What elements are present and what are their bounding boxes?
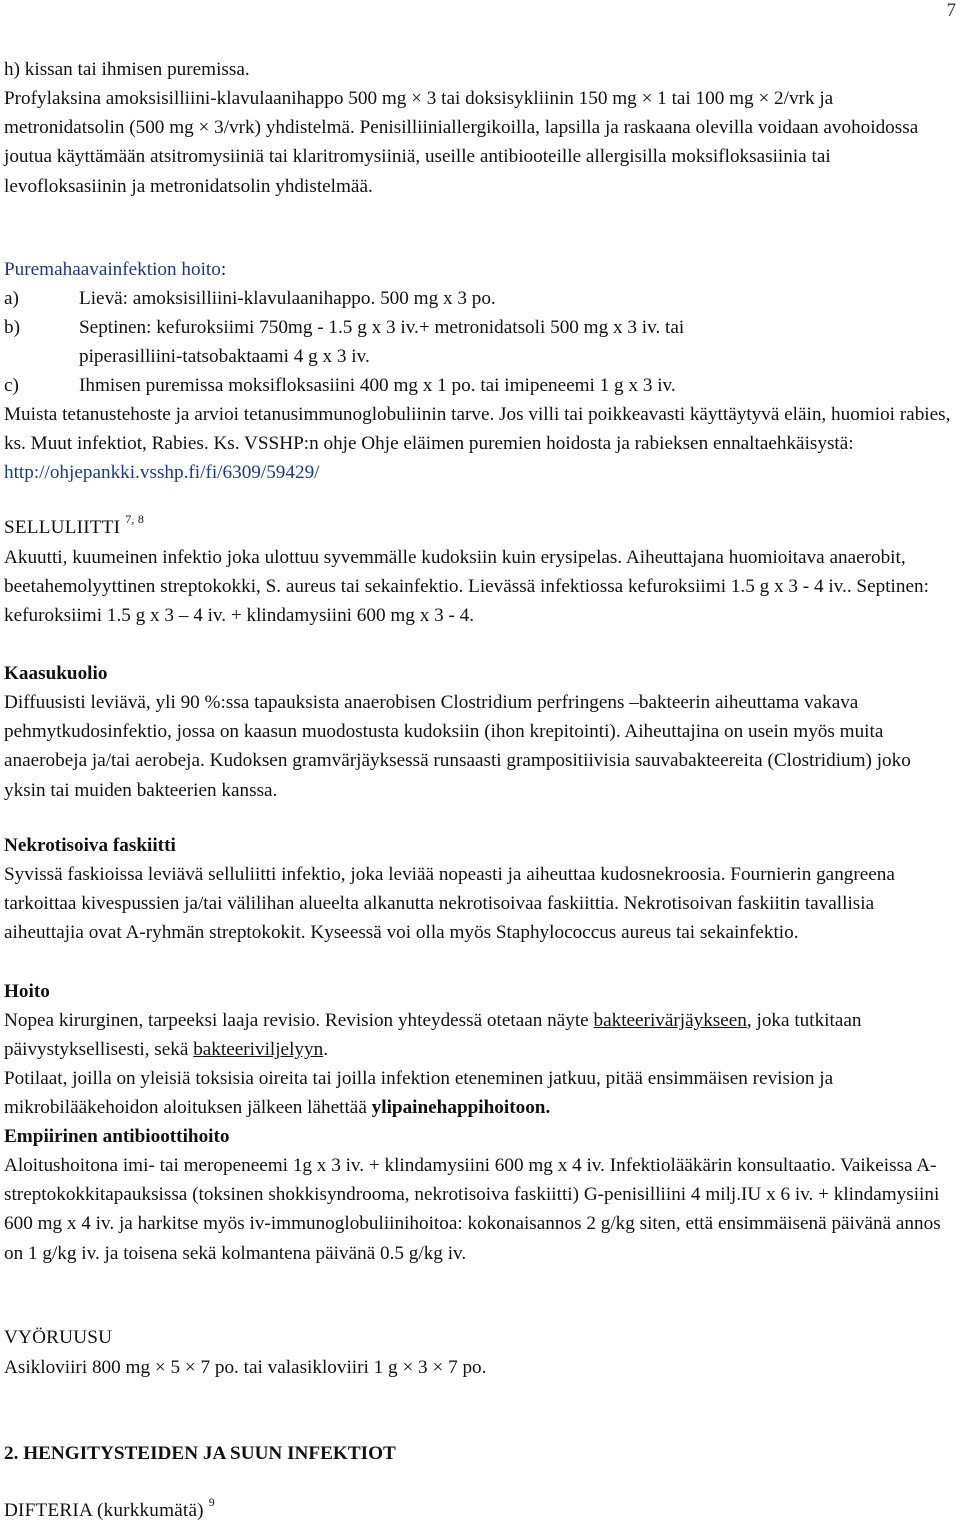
hoito-p1-text-b: , joka tutkitaan päivystyksellisesti, sekä — [4, 1010, 862, 1061]
hoito-p2-text: Potilaat, joilla on yleisiä toksisia oireita tai joilla infektion eteneminen jatkuu, pitää ensimmäisen revision ja mikrobilääkehoidon aloituksen jälkeen lähettää — [4, 1068, 834, 1119]
intro-paragraph: Profylaksina amoksisilliini-klavulaanihappo 500 mg × 3 tai doksisykliinin 150 mg × 1 tai 100 mg × 2/vrk ja metronidatsolin (500 mg × 3/vrk) yhdistelmä. Penisilliiniallergikoilla, lapsilla ja raskaana olevilla voidaan avohoidossa joutua käyttämään atsitromysiiniä tai klaritromysiiniä, useille antibiooteille allergisilla moksifloksasiinia tai levofloksasiinin ja metronidatsolin yhdistelmää. — [4, 88, 919, 197]
list-text: Ihmisen puremissa moksifloksasiini 400 mg x 1 po. tai imipeneemi 1 g x 3 iv. — [79, 375, 676, 396]
hoito-p1-text-c: . — [323, 1039, 328, 1061]
list-text: Lievä: amoksisilliini-klavulaanihappo. 500 mg x 3 po. — [79, 288, 496, 309]
difteria-heading — [4, 1496, 956, 1525]
section-2-heading: 2. HENGITYSTEIDEN JA SUUN INFEKTIOT — [4, 1443, 396, 1464]
hoito-p2-bold: ylipainehappihoitoon. — [371, 1097, 551, 1119]
bakteeriviljely-link[interactable]: bakteeriviljelyyn — [193, 1039, 324, 1061]
hoito-heading: Hoito — [4, 981, 50, 1002]
list-label: b) — [4, 317, 20, 338]
bakteerivarjays-link[interactable]: bakteerivärjäykseen — [593, 1010, 747, 1031]
puremahaava-note — [4, 400, 956, 488]
hoito-p1-text-a: Nopea kirurginen, tarpeeksi laaja revisio. Revision yhteydessä otetaan näyte — [4, 1010, 594, 1031]
empiirinen-paragraph: Aloitushoitona imi- tai meropeneemi 1g x 3 iv. + klindamysiini 600 mg x 4 iv. Infektiolääkärin konsultaatio. Vaikeissa A-streptokokkitapauksissa (toksinen shokkisyndrooma, nekrotisoiva faskiitti) G-penisilliini 4 milj.IU x 6 iv. + klindamysiini 600 mg x 4 iv. ja harkitse myös iv-immunoglobuliinihoitoa: kokonaisannos 2 g/kg siten, että ensimmäisenä päivänä annos on 1 g/kg iv. ja toisena sekä kolmantena päivänä 0.5 g/kg iv. — [4, 1155, 941, 1264]
selluliitti-refs: 7, 8 — [125, 512, 145, 526]
puremahaava-heading-text: Puremahaavainfektion hoito — [4, 259, 221, 280]
selluliitti-heading-text: SELLULIITTI — [4, 517, 121, 538]
nekrotisoiva-heading: Nekrotisoiva faskiitti — [4, 835, 176, 856]
puremahaava-item-b — [4, 313, 956, 371]
puremahaava-item-c — [4, 371, 956, 400]
puremahaava-heading — [4, 255, 956, 284]
ohjepankki-link[interactable]: http://ohjepankki.vsshp.fi/fi/6309/59429/ — [4, 462, 320, 484]
difteria-heading-text: DIFTERIA (kurkkumätä) — [4, 1500, 204, 1521]
intro-item-h: h) kissan tai ihmisen puremissa. — [4, 59, 250, 80]
vyoruusu-heading: VYÖRUUSU — [4, 1327, 113, 1348]
hoito-paragraph-2 — [4, 1064, 956, 1122]
kaasukuolio-heading: Kaasukuolio — [4, 663, 108, 684]
nekrotisoiva-paragraph: Syvissä faskioissa leviävä selluliitti infektio, joka leviää nopeasti ja aiheuttaa kudosnekroosia. Fournierin gangreena tarkoittaa kivespussien ja/tai välilihan alueelta alkanutta nekrotisoivaa faskiittia. Nekrotisoivan faskiitin tavallisia aiheuttajia ovat A-ryhmän streptokokit. Kyseessä voi olla myös Staphylococcus aureus tai sekainfektio. — [4, 864, 895, 944]
list-label: c) — [4, 375, 19, 396]
list-text-continued: piperasilliini-tatsobaktaami 4 g x 3 iv. — [79, 346, 370, 368]
kaasukuolio-paragraph: Diffuusisti leviävä, yli 90 %:ssa tapauksista anaerobisen Clostridium perfringens –bakteerin aiheuttama vakava pehmytkudosinfektio, jossa on kaasun muodostusta kudoksiin (ihon krepitointi). Aiheuttajina on usein myös muita anaerobeja ja/tai aerobeja. Kudoksen gramvärjäyksessä runsaasti grampositiivisia sauvabakteereita (Clostridium) joko yksin tai muiden bakteerien kanssa. — [4, 692, 911, 801]
empiirinen-heading: Empiirinen antibioottihoito — [4, 1126, 230, 1147]
list-text: Septinen: kefuroksiimi 750mg - 1.5 g x 3 iv.+ metronidatsoli 500 mg x 3 iv. tai — [79, 317, 685, 338]
vyoruusu-paragraph: Asikloviiri 800 mg × 5 × 7 po. tai valasikloviiri 1 g × 3 × 7 po. — [4, 1357, 487, 1378]
puremahaava-heading-colon: : — [220, 259, 227, 280]
difteria-ref: 9 — [208, 1495, 215, 1509]
page-number: 7 — [946, 0, 956, 21]
hoito-paragraph-1 — [4, 1006, 956, 1064]
selluliitti-heading — [4, 513, 956, 542]
puremahaava-item-a — [4, 284, 956, 313]
puremahaava-note-text: Muista tetanustehoste ja arvioi tetanusimmunoglobuliinin tarve. Jos villi tai poikkeavasti käyttäytyvä eläin, huomioi rabies, ks. Muut infektiot, Rabies. Ks. VSSHP:n ohje Ohje eläimen puremien hoidosta ja rabieksen ennaltaehkäisystä: — [4, 404, 951, 455]
selluliitti-paragraph: Akuutti, kuumeinen infektio joka ulottuu syvemmälle kudoksiin kuin erysipelas. Aiheuttajana huomioitava anaerobit, beetahemolyyttinen streptokokki, S. aureus tai sekainfektio. Lievässä infektiossa kefuroksiimi 1.5 g x 3 - 4 iv.. Septinen: kefuroksiimi 1.5 g x 3 – 4 iv. + klindamysiini 600 mg x 3 - 4. — [4, 547, 929, 627]
list-label: a) — [4, 288, 19, 309]
